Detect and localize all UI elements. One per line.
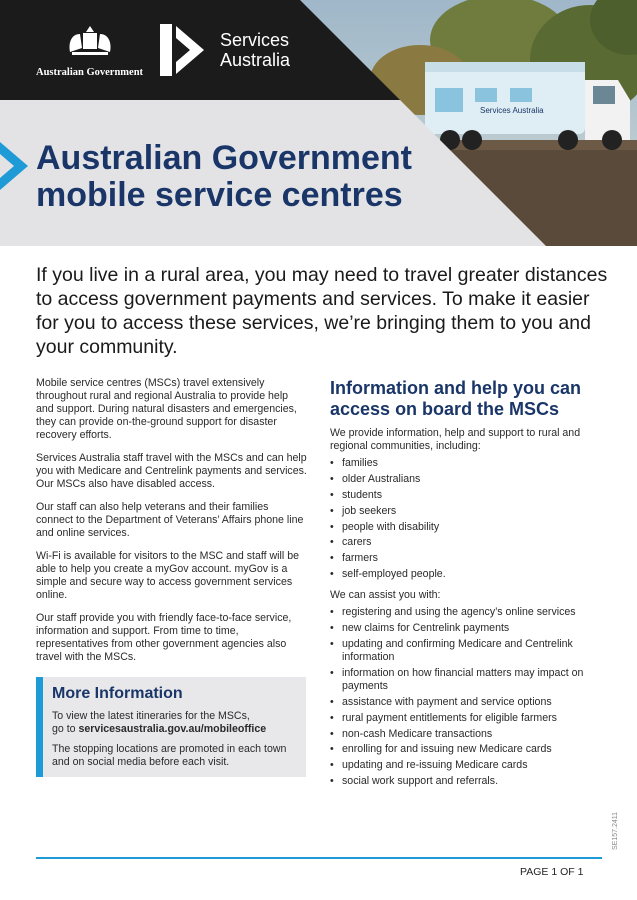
list-item: • updating and re-issuing Medicare cards (330, 759, 600, 772)
list-item: • social work support and referrals. (330, 775, 600, 788)
list-item: • assistance with payment and service options (330, 696, 600, 709)
more-info-paragraph (52, 710, 302, 736)
list-item: • carers (330, 536, 600, 549)
footer-divider (36, 857, 602, 859)
list-item: • new claims for Centrelink payments (330, 622, 600, 635)
right-intro: We provide information, help and support to rural and regional communities, including: (330, 427, 581, 452)
agency-line-1: Services (220, 30, 290, 50)
more-info-title: More Information (52, 685, 183, 702)
list-item: • enrolling for and issuing new Medicare cards (330, 743, 600, 756)
list-item: • self-employed people. (330, 568, 600, 581)
truck-signage: Services Australia (480, 106, 544, 115)
page-title (36, 140, 456, 214)
more-info-line-2-prefix: go to (52, 723, 79, 735)
services-australia-wordmark (220, 30, 290, 70)
title-line-2: mobile service centres (36, 176, 403, 214)
left-paragraph: Mobile service centres (MSCs) travel extensively throughout rural and regional Australia to provide help and support. During natural disasters and emergencies, they can provide on-the-ground support for disaster recovery efforts. (36, 377, 297, 441)
left-column (36, 377, 308, 674)
left-paragraph: Services Australia staff travel with the MSCs and can help you with Medicare and Centrelink payments and services. Our MSCs also have disabled access. (36, 452, 307, 490)
more-info-body (52, 710, 302, 776)
more-information-box (36, 677, 306, 777)
more-info-paragraph-2: The stopping locations are promoted in each town and on social media before each visit. (52, 743, 287, 768)
groups-list (330, 457, 600, 581)
left-paragraph: Our staff can also help veterans and their families connect to the Department of Veterans’ Affairs phone line and online services. (36, 501, 304, 539)
document-code: SE157.2411 (612, 811, 619, 850)
list-item: • updating and confirming Medicare and Centrelink information (330, 638, 600, 664)
right-column (330, 378, 600, 796)
list-item: • rural payment entitlements for eligible farmers (330, 712, 600, 725)
services-australia-chevron-icon (158, 22, 210, 78)
page-number: PAGE 1 OF 1 (520, 866, 584, 878)
coat-of-arms-icon (60, 22, 120, 62)
chevron-accent-icon (0, 142, 28, 190)
australian-government-logo (36, 22, 146, 82)
gov-logo-text: Australian Government (36, 67, 144, 78)
more-info-accent-bar (36, 677, 43, 777)
list-item: • older Australians (330, 473, 600, 486)
agency-line-2: Australia (220, 50, 291, 70)
list-item: • farmers (330, 552, 600, 565)
list-item: • job seekers (330, 505, 600, 518)
list-item: • families (330, 457, 600, 470)
list-item: • students (330, 489, 600, 502)
list-item: • information on how financial matters may impact on payments (330, 667, 600, 693)
more-info-line-1: To view the latest itineraries for the MSCs, (52, 710, 250, 722)
intro-paragraph: If you live in a rural area, you may need to travel greater distances to access government payments and services. To make it easier for you to access these services, we’re bringing them to you and your community. (36, 264, 608, 358)
mobile-office-link[interactable]: servicesaustralia.gov.au/mobileoffice (78, 723, 267, 735)
assist-list (330, 606, 600, 788)
left-paragraph: Wi-Fi is available for visitors to the MSC and staff will be able to help you create a myGov account. myGov is a simple and secure way to access government services online. (36, 550, 299, 601)
left-paragraph: Our staff provide you with friendly face-to-face service, information and support. From time to time, representatives from other government agencies also travel with the MSCs. (36, 612, 292, 663)
right-column-title: Information and help you can access on board the MSCs (330, 378, 582, 419)
list-item: • registering and using the agency’s online services (330, 606, 600, 619)
list-item: • people with disability (330, 521, 600, 534)
title-line-1: Australian Government (36, 139, 412, 177)
list-item: • non-cash Medicare transactions (330, 728, 600, 741)
assist-intro: We can assist you with: (330, 589, 441, 602)
